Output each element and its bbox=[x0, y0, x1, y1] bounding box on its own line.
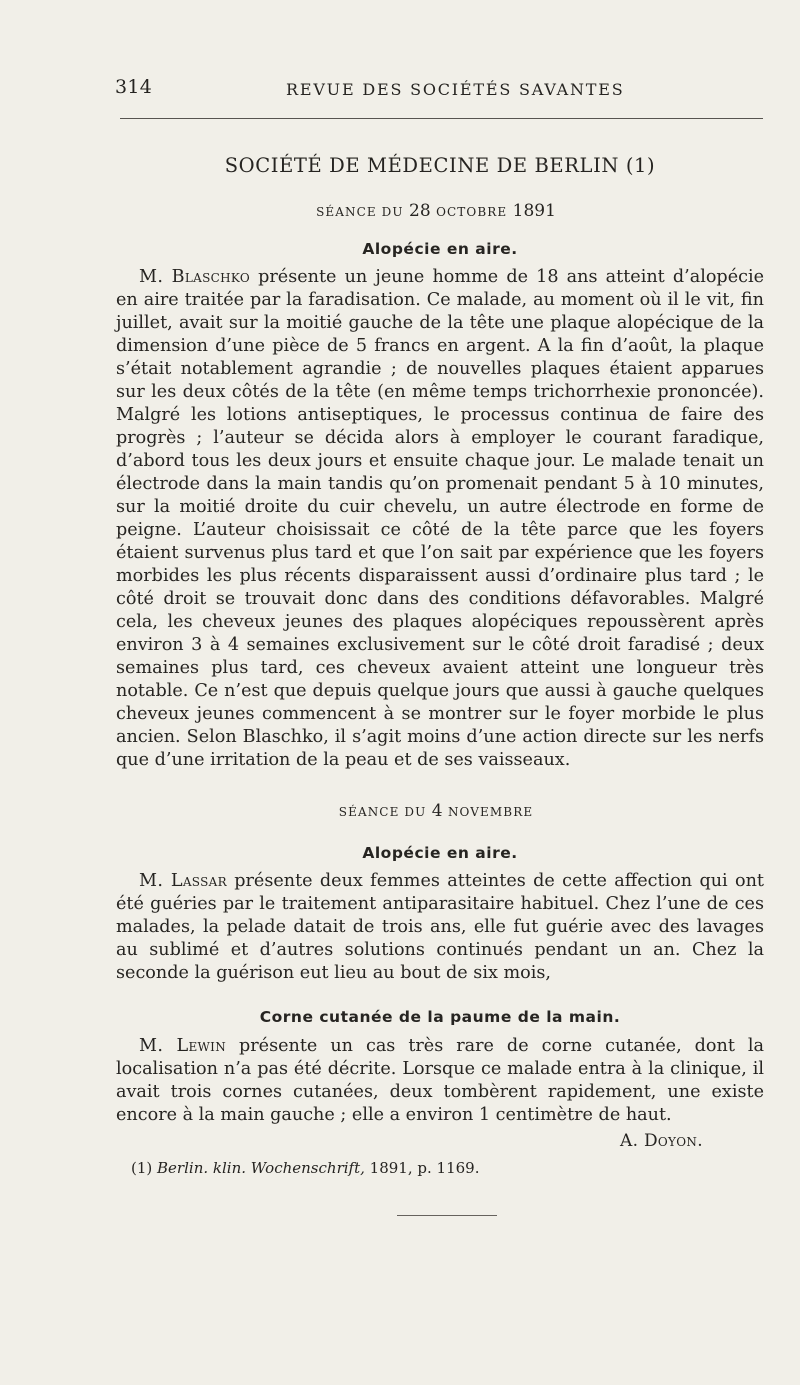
session-month: OCTOBRE bbox=[436, 205, 508, 219]
session-month: NOVEMBRE bbox=[447, 805, 534, 819]
footnote-marker: (1) bbox=[131, 1159, 153, 1177]
paragraph-lassar bbox=[116, 870, 764, 985]
paragraph-lassar-text: présente deux femmes atteintes de cette affection qui ont été guéries par le traitement antiparasitaire habituel. Chez l’une de ces malades, la pelade datait de trois ans, elle fut guérie avec des lavages au sublimé et d’autres solutions continués pendant un an. Chez la seconde la guérison eut lieu au bout de six mois, bbox=[116, 871, 764, 983]
footnote-journal: Berlin. klin. Wochenschrift, bbox=[157, 1159, 365, 1177]
speaker-lassar: M. Lassar bbox=[139, 871, 227, 891]
header-rule bbox=[120, 118, 763, 119]
session-prefix: SÉANCE DU bbox=[338, 805, 427, 819]
session-date-october bbox=[0, 201, 800, 221]
session-date-november bbox=[0, 801, 800, 821]
section-heading-alopecie-2: Alopécie en aire. bbox=[362, 844, 518, 862]
paragraph-blaschko-text: présente un jeune homme de 18 ans atteint d’alopécie en aire traitée par la faradisation. Ce malade, au moment où il le vit, fin juillet, avait sur la moitié gauche de la tête une plaque alopécique de la dimension d’une pièce de 5 francs en argent. A la fin d’août, la plaque s’était notablement agrandie ; de nouvelles plaques étaient apparues sur les deux côtés de la tête (en même temps trichorrhexie prononcée). Malgré les lotions antiseptiques, le processus continua de faire des progrès ; l’auteur se décida alors à employer le courant faradique, d’abord tous les deux jours et ensuite chaque jour. Le malade tenait un électrode dans la main tandis qu’on promenait pendant 5 à 10 minutes, sur la moitié droite du cuir chevelu, un autre électrode en forme de peigne. L’auteur choisissait ce côté de la tête parce que les foyers étaient survenus plus tard et que l’on sait par expérience que les foyers morbides les plus récents disparaissent aussi d’ordinaire plus tard ; le côté droit se trouvait donc dans des conditions défavorables. Malgré cela, les cheveux jeunes des plaques alopéciques repoussèrent après environ 3 à 4 semaines exclusivement sur le côté droit faradisé ; deux semaines plus tard, ces cheveux avaient atteint une longueur très notable. Ce n’est que depuis quelque jours que aussi à gauche quelques cheveux jeunes commencent à se montrer sur le foyer morbide le plus ancien. Selon Blaschko, il s’agit moins d’une action directe sur les nerfs que d’une irritation de la peau et de ses vaisseaux. bbox=[116, 267, 764, 770]
end-rule bbox=[397, 1215, 497, 1216]
footnote-citation: 1891, p. 1169. bbox=[369, 1159, 480, 1177]
session-day: 28 bbox=[409, 201, 431, 221]
page-number: 314 bbox=[115, 76, 153, 98]
paragraph-lewin bbox=[116, 1035, 764, 1127]
section-heading-corne: Corne cutanée de la paume de la main. bbox=[259, 1008, 621, 1026]
page-header bbox=[115, 76, 763, 100]
author-signature: A. Doyon. bbox=[620, 1131, 703, 1151]
session-year: 1891 bbox=[512, 201, 556, 221]
session-day: 4 bbox=[431, 801, 443, 821]
society-title: SOCIÉTÉ DE MÉDECINE DE BERLIN (1) bbox=[224, 154, 656, 177]
section-heading-alopecie-1: Alopécie en aire. bbox=[362, 240, 518, 258]
speaker-lewin: M. Lewin bbox=[139, 1036, 227, 1056]
running-title: REVUE DES SOCIÉTÉS SAVANTES bbox=[286, 80, 625, 99]
footnote bbox=[131, 1159, 479, 1177]
paragraph-blaschko bbox=[116, 266, 764, 772]
speaker-blaschko: M. Blaschko bbox=[139, 267, 250, 287]
session-prefix: SÉANCE DU bbox=[316, 205, 404, 219]
paragraph-lewin-text: présente un cas très rare de corne cutanée, dont la localisation n’a pas été décrite. Lorsque ce malade entra à la clinique, il avait trois cornes cutanées, deux tombèrent rapidement, une existe encore à la main gauche ; elle a environ 1 centimètre de haut. bbox=[116, 1036, 764, 1125]
